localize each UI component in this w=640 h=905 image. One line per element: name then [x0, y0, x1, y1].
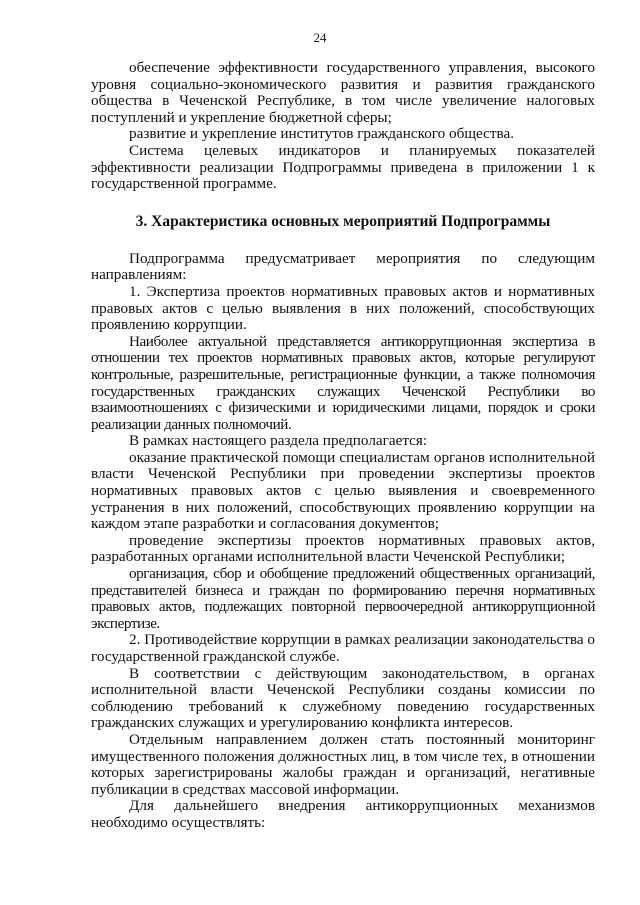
- paragraph: обеспечение эффективности государственного управления, высокого уровня социально-экономического развития и развития гражданского общества в Чеченской Республике, в том числе увеличение налоговых поступлений и укрепление бюджетной сферы;: [91, 59, 595, 126]
- paragraph: Отдельным направлением должен стать постоянный мониторинг имущественного положения должностных лиц, в том числе тех, в отношении которых зарегистрированы жалобы граждан и организаций, негативные публикации в средствах массовой информации.: [91, 730, 595, 798]
- paragraph: оказание практической помощи специалистам органов исполнительной власти Чеченской Республики при проведении экспертизы проектов нормативных правовых актов с целью выявления и своевременного устранения в них положений, способствующих проявлению коррупции на каждом этапе разработки и согласования документов;: [91, 448, 595, 533]
- paragraph: В рамках настоящего раздела предполагается:: [129, 432, 428, 450]
- paragraph: 2. Противодействие коррупции в рамках реализации законодательства о государственной гражданской службе.: [91, 631, 595, 665]
- paragraph: Система целевых индикаторов и планируемых показателей эффективности реализации Подпрограммы приведена в приложении 1 к государственной программе.: [91, 141, 595, 193]
- paragraph: организация, сбор и обобщение предложений общественных организаций, представителей бизнеса и граждан по формированию перечня нормативных правовых актов, подлежащих повторной первоочередной антикоррупционной экспертизе.: [91, 565, 595, 632]
- page-number: 24: [313, 30, 327, 45]
- paragraph: Подпрограмма предусматривает мероприятия по следующим направлениям:: [91, 249, 595, 284]
- paragraph: В соответствии с действующим законодательством, в органах исполнительной власти Чеченской Республики созданы комиссии по соблюдению требований к служебному поведению государственных гражданских служащих и урегулированию конфликта интересов.: [91, 664, 595, 732]
- section-heading: 3. Характеристика основных мероприятий Подпрограммы: [135, 212, 551, 230]
- document-body: [91, 60, 595, 832]
- paragraph: проведение экспертизы проектов нормативных правовых актов, разработанных органами исполнительной власти Чеченской Республики;: [91, 531, 595, 566]
- paragraph: Для дальнейшего внедрения антикоррупционных механизмов необходимо осуществлять:: [91, 797, 595, 831]
- paragraph: 1. Экспертиза проектов нормативных правовых актов и нормативных правовых актов с целью выявления в них положений, способствующих проявлению коррупции.: [91, 282, 595, 334]
- paragraph: Наиболее актуальной представляется антикоррупционная экспертиза в отношении тех проектов нормативных правовых актов, которые регулируют контрольные, разрешительные, регистрационные функции, а также полномочия государственных гражданских служащих Чеченской Республики во взаимоотношениях с физическими и юридическими лицами, порядок и сроки реализации данных полномочий.: [91, 332, 595, 433]
- paragraph: развитие и укрепление институтов гражданского общества.: [129, 125, 515, 143]
